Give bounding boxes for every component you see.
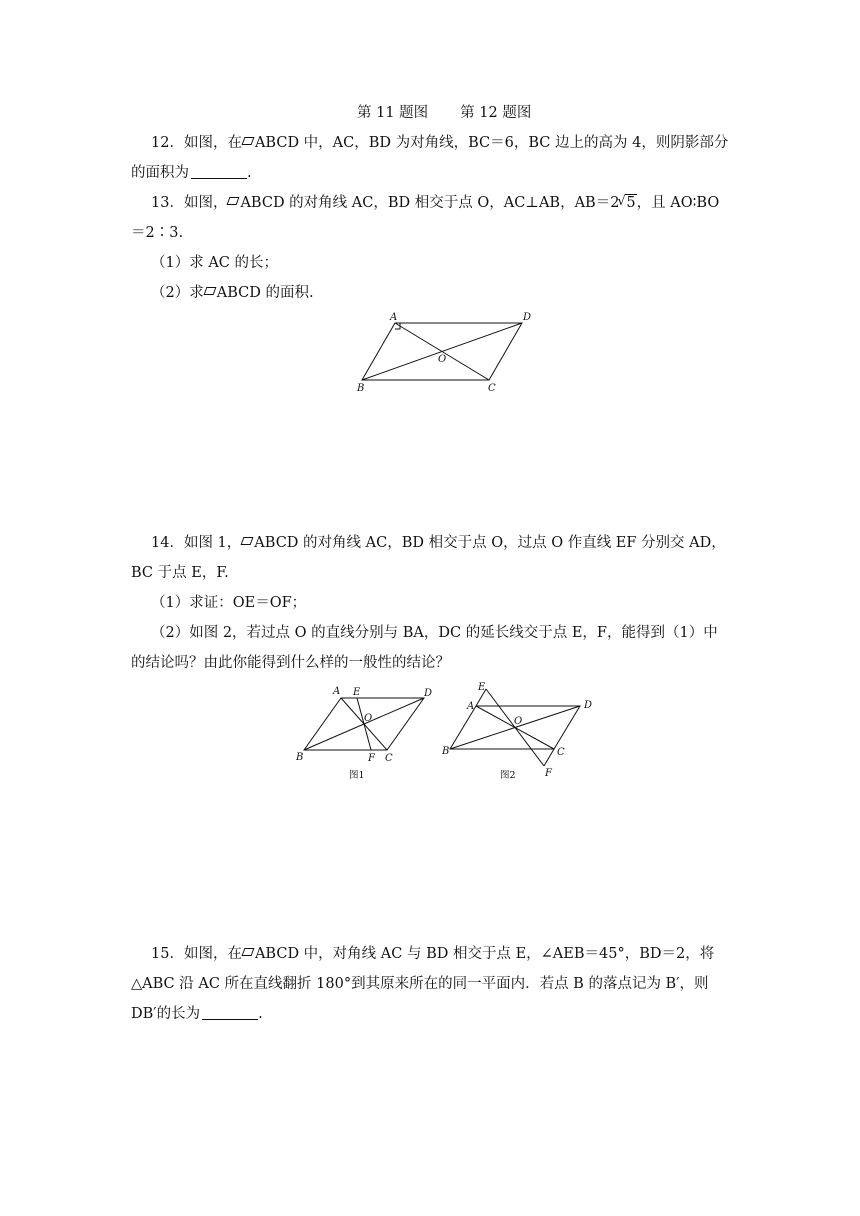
q13-part1: （1）求 AC 的长；	[151, 255, 279, 271]
fig14-2-label-f: F	[545, 768, 552, 779]
fig14-2-caption: 图2	[500, 770, 516, 781]
fig14-2-label-c: C	[557, 747, 565, 758]
fig14-1-label-o: O	[364, 713, 373, 724]
fig13-diagonal-bd	[362, 323, 522, 380]
q14-part2-line1: （2）如图 2，若过点 O 的直线分别与 BA，DC 的延长线交于点 E，F，能得到（1）中	[151, 625, 718, 641]
q12-line2: 的面积为 .	[131, 165, 252, 181]
fig14-1-caption: 图1	[349, 770, 365, 781]
fig13-label-c: C	[488, 383, 496, 394]
q15-line1: 15．如图，在 ABCD 中，对角线 AC 与 BD 相交于点 E，∠AEB＝45°，BD＝2，将	[151, 946, 715, 962]
q13-line1: 13．如图， ABCD 的对角线 AC，BD 相交于点 O，AC⊥AB，AB＝2√ 5，且 AO∶BO	[151, 193, 719, 213]
fig13-label-d: D	[523, 312, 532, 323]
fig14-2-label-d: D	[584, 700, 593, 711]
fig14-1-line-ef	[357, 698, 371, 750]
q14-part2-line2: 的结论吗？由此你能得到什么样的一般性的结论？	[131, 655, 450, 671]
fig13-parallelogram	[362, 323, 522, 380]
fig13-label-b: B	[357, 383, 365, 394]
fig13-label-a: A	[390, 312, 398, 323]
fig14-1-label-c: C	[385, 753, 393, 764]
fig14-1-label-d: D	[424, 688, 433, 699]
q14-line2: BC 于点 E，F.	[131, 565, 229, 581]
sqrt-symbol: √ 5	[619, 193, 636, 213]
fig14-2-line-ef	[486, 689, 544, 766]
q13-part2: （2）求 ABCD 的面积.	[151, 285, 314, 301]
q12-line1: 12．如图，在 ABCD 中，AC，BD 为对角线，BC＝6，BC 边上的高为 4，则阴影部分	[151, 135, 729, 151]
q15-line2: △ABC 沿 AC 所在直线翻折 180°到其原来所在的同一平面内．若点 B 的落点记为 B′，则	[131, 976, 709, 992]
fig14-1-parallelogram	[304, 698, 424, 750]
fig14-2-extension-dc	[544, 749, 554, 766]
fig14-2-label-a: A	[467, 701, 475, 712]
q14-line1: 14．如图 1， ABCD 的对角线 AC，BD 相交于点 O，过点 O 作直线 EF 分别交 AD，	[151, 535, 726, 551]
fig14-2-label-o: O	[514, 716, 523, 727]
fig13-label-o: O	[438, 354, 447, 365]
q13-line2: ＝2∶3.	[131, 225, 184, 241]
caption-fig11: 第 11 题图	[357, 105, 429, 121]
fig14-1-label-a: A	[333, 686, 341, 697]
q15-line3: DB′的长为 .	[131, 1006, 263, 1022]
fig14-1-label-e: E	[353, 687, 361, 698]
fig14-2-label-b: B	[442, 746, 450, 757]
caption-fig12: 第 12 题图	[460, 105, 532, 121]
fig14-2-label-e: E	[478, 682, 486, 693]
q14-part1: （1）求证：OE＝OF；	[151, 595, 307, 611]
fig14-1-label-f: F	[368, 753, 375, 764]
fig14-1-label-b: B	[296, 752, 304, 763]
